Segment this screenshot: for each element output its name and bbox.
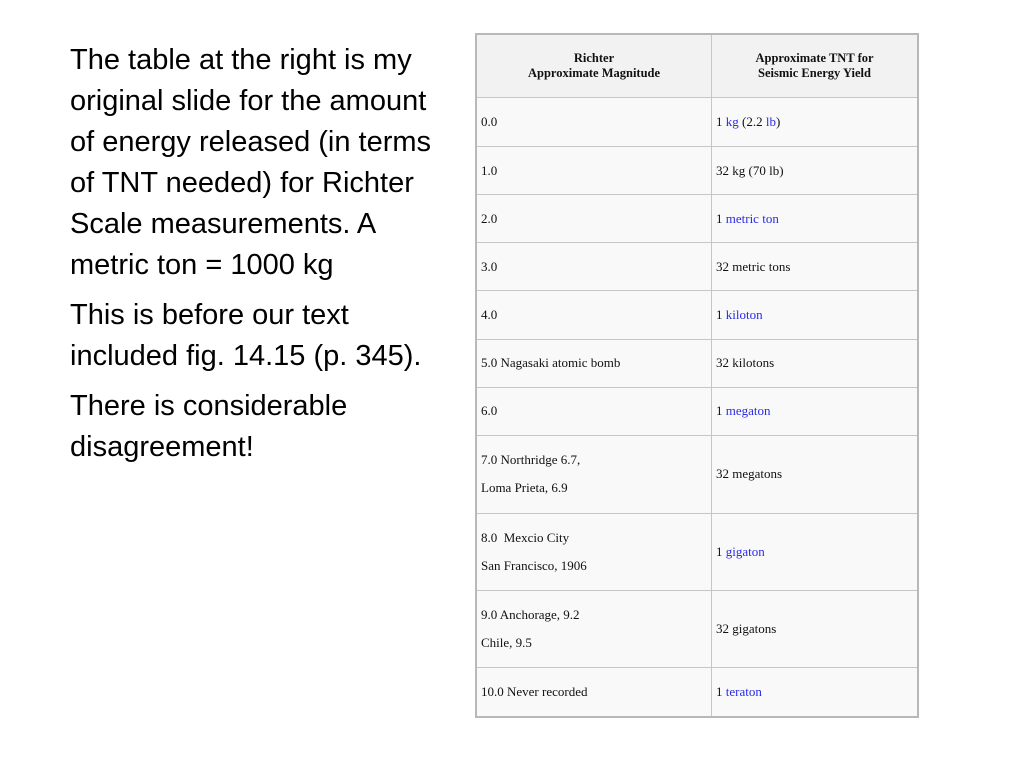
magnitude-cell: 3.0: [476, 243, 712, 291]
tnt-text: 1: [716, 114, 726, 130]
tnt-cell: [712, 387, 919, 435]
link-metric-ton[interactable]: metric ton: [725, 210, 779, 226]
tnt-text: 1: [716, 306, 726, 322]
header-text-line: Seismic Energy Yield: [758, 66, 871, 80]
tnt-cell: 32 kilotons: [712, 339, 919, 387]
magnitude-text-line: San Francisco, 1906: [481, 558, 587, 574]
paragraph-textbook-note: This is before our text included fig. 14.15 (p. 345).: [70, 299, 422, 372]
magnitude-cell: 1.0: [476, 147, 712, 195]
tnt-cell: [712, 195, 919, 243]
slide-body-text: [70, 40, 435, 477]
table-row: [476, 339, 918, 387]
header-text-line: Approximate TNT for: [755, 51, 874, 65]
link-teraton[interactable]: teraton: [725, 684, 762, 700]
magnitude-cell: [476, 435, 712, 513]
tnt-cell: [712, 513, 919, 590]
table-row: [476, 435, 918, 513]
table-row: [476, 513, 918, 590]
table-row: [476, 291, 918, 339]
table-row: [476, 195, 918, 243]
paragraph-intro: The table at the right is my original slide for the amount of energy released (in terms of TNT needed) for Richter Scale measurements. A metric ton = 1000 kg: [70, 44, 432, 281]
magnitude-text-line: Loma Prieta, 6.9: [481, 480, 568, 496]
magnitude-cell: 5.0 Nagasaki atomic bomb: [476, 339, 712, 387]
richter-tnt-table: [475, 33, 919, 718]
table-row: [476, 243, 918, 291]
table-row: [476, 668, 918, 717]
tnt-text: 1: [716, 544, 726, 560]
tnt-text: 1: [716, 403, 726, 419]
magnitude-text-line: Chile, 9.5: [481, 635, 532, 651]
magnitude-text-line: 9.0 Anchorage, 9.2: [481, 607, 580, 623]
magnitude-cell: [476, 513, 712, 590]
link-gigaton[interactable]: gigaton: [725, 544, 765, 560]
table-header-row: [476, 34, 918, 98]
tnt-cell: 32 megatons: [712, 435, 919, 513]
magnitude-cell: 2.0: [476, 195, 712, 243]
magnitude-text-line: 8.0 Mexcio City: [481, 530, 570, 546]
richter-tnt-table-container: [475, 33, 919, 718]
tnt-cell: 32 kg (70 lb): [712, 147, 919, 195]
magnitude-cell: 4.0: [476, 291, 712, 339]
magnitude-cell: 0.0: [476, 98, 712, 147]
tnt-cell: [712, 98, 919, 147]
tnt-text: (2.2: [738, 114, 766, 130]
table-row: [476, 147, 918, 195]
link-kg[interactable]: kg: [725, 114, 739, 130]
header-richter-magnitude: [476, 34, 712, 98]
link-kiloton[interactable]: kiloton: [725, 306, 763, 322]
table-row: [476, 387, 918, 435]
tnt-text: 1: [716, 684, 726, 700]
tnt-cell: 32 metric tons: [712, 243, 919, 291]
magnitude-cell: [476, 591, 712, 668]
link-megaton[interactable]: megaton: [725, 403, 771, 419]
magnitude-cell: 6.0: [476, 387, 712, 435]
link-lb[interactable]: lb: [765, 114, 776, 130]
magnitude-text-line: 7.0 Northridge 6.7,: [481, 452, 581, 468]
table-row: [476, 591, 918, 668]
tnt-text: 1: [716, 210, 726, 226]
table-row: [476, 98, 918, 147]
tnt-text: ): [775, 114, 781, 130]
magnitude-cell: 10.0 Never recorded: [476, 668, 712, 717]
tnt-cell: 32 gigatons: [712, 591, 919, 668]
header-text-line: Approximate Magnitude: [527, 66, 661, 80]
paragraph-disagreement: There is considerable disagreement!: [70, 390, 348, 463]
tnt-cell: [712, 668, 919, 717]
header-text-line: Richter: [573, 51, 615, 65]
tnt-cell: [712, 291, 919, 339]
header-tnt-yield: [712, 34, 919, 98]
